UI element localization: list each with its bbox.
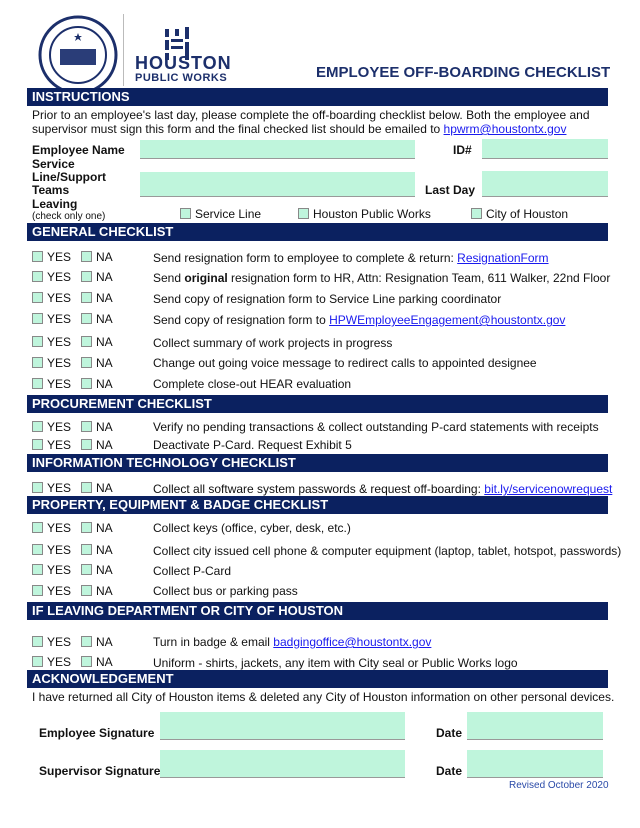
checkbox-icon [81,421,92,432]
na-checkbox[interactable] [81,584,113,598]
yes-checkbox[interactable] [32,521,81,535]
na-label: NA [96,377,113,391]
supervisor-signature-label: Supervisor Signature [39,764,161,778]
checkbox-icon [180,208,191,219]
na-checkbox[interactable] [81,563,113,577]
instructions-body: Prior to an employee's last day, please complete the off-boarding checklist below. Both the employee and supervisor must sign this form and the final checked list should be emailed to [32,108,590,136]
leaving_dept-heading: IF LEAVING DEPARTMENT OR CITY OF HOUSTON [27,602,608,620]
yes-checkbox[interactable] [32,291,81,305]
checkbox-icon [32,271,43,282]
checkbox-icon [32,251,43,262]
hpwrm-email-link[interactable]: hpwrm@houstontx.gov [443,122,567,136]
it-heading: INFORMATION TECHNOLOGY CHECKLIST [27,454,608,472]
checkbox-icon [81,656,92,667]
property-heading: PROPERTY, EQUIPMENT & BADGE CHECKLIST [27,496,608,514]
na-checkbox[interactable] [81,420,113,434]
na-checkbox[interactable] [81,377,113,391]
employee-name-input[interactable] [140,140,415,159]
na-checkbox[interactable] [81,270,113,284]
task-text: Complete close-out HEAR evaluation [153,377,352,391]
task-text: Send resignation form to employee to complete & return: [153,251,458,265]
leaving-label: Leaving [32,197,78,211]
na-label: NA [96,335,113,349]
na-checkbox[interactable] [81,481,113,495]
city-seal-logo [38,15,118,95]
yes-label: YES [47,335,72,349]
task-link[interactable]: ResignationForm [457,251,549,265]
na-label: NA [96,270,113,284]
leaving-service-line-checkbox[interactable] [180,207,261,221]
na-label: NA [96,481,113,495]
na-label: NA [96,312,113,326]
checkbox-icon [32,564,43,575]
checkbox-icon [81,313,92,324]
yes-checkbox[interactable] [32,270,81,284]
employee-date-input[interactable] [467,712,603,740]
id-label: ID# [453,143,472,157]
task-text: resignation form to HR, Attn: Resignation Team, 611 Walker, 22nd Floor [227,271,611,285]
yes-label: YES [47,481,72,495]
na-checkbox[interactable] [81,291,113,305]
na-label: NA [96,356,113,370]
na-label: NA [96,563,113,577]
checklist-task [153,521,351,535]
yes-label: YES [47,356,72,370]
yes-label: YES [47,635,72,649]
yes-label: YES [47,584,72,598]
checklist-task [153,584,298,598]
revised-date: Revised October 2020 [509,780,609,791]
property-item-options [32,543,113,557]
checkbox-icon [32,636,43,647]
task-text: Collect bus or parking pass [153,584,298,598]
checklist-task [153,251,549,265]
task-text: Turn in badge & email [153,635,274,649]
yes-label: YES [47,563,72,577]
na-label: NA [96,250,113,264]
yes-label: YES [47,543,72,557]
task-text: Collect P-Card [153,564,232,578]
employee-signature-label: Employee Signature [39,726,155,740]
checklist-task [153,482,612,496]
task-text: Send [153,271,185,285]
checklist-task [153,656,518,670]
checkbox-icon [32,522,43,533]
yes-checkbox[interactable] [32,563,81,577]
checklist-task [153,271,610,285]
checkbox-icon [81,251,92,262]
instructions-text [32,108,602,136]
yes-checkbox[interactable] [32,584,81,598]
task-text: Collect city issued cell phone & computer equipment (laptop, tablet, hotspot, passwords) [153,544,622,558]
na-checkbox[interactable] [81,635,113,649]
property-item-options [32,563,113,577]
na-label: NA [96,635,113,649]
na-checkbox[interactable] [81,250,113,264]
yes-label: YES [47,250,72,264]
checkbox-icon [32,544,43,555]
yes-checkbox[interactable] [32,250,81,264]
task-text: Verify no pending transactions & collect outstanding P-card statements with receipts [153,420,599,434]
instructions-heading: INSTRUCTIONS [27,88,608,106]
ack-heading: ACKNOWLEDGEMENT [27,670,608,688]
checkbox-icon [81,636,92,647]
general-item-options [32,335,113,349]
general-item-options [32,377,113,391]
property-item-options [32,521,113,535]
general-item-options [32,250,113,264]
ack-text: I have returned all City of Houston items & deleted any City of Houston information on other personal devices. [32,690,615,704]
checkbox-icon [32,336,43,347]
na-checkbox[interactable] [81,521,113,535]
leaving-city-checkbox[interactable] [471,207,568,221]
procurement-item-options [32,420,113,434]
task-text: Collect keys (office, cyber, desk, etc.) [153,521,351,535]
property-item-options [32,584,113,598]
checklist-task [153,292,501,306]
general-item-options [32,270,113,284]
na-label: NA [96,438,113,452]
yes-label: YES [47,312,72,326]
checklist-task [153,356,537,370]
checklist-task [153,635,431,649]
na-label: NA [96,543,113,557]
yes-checkbox[interactable] [32,356,81,370]
leaving-hpw-checkbox[interactable] [298,207,431,221]
checkbox-icon [32,292,43,303]
general-item-options [32,291,113,305]
na-checkbox[interactable] [81,438,113,452]
yes-checkbox[interactable] [32,655,81,669]
last-day-label: Last Day [425,183,476,197]
yes-checkbox[interactable] [32,481,81,495]
general-item-options [32,312,113,326]
na-label: NA [96,655,113,669]
yes-label: YES [47,521,72,535]
checkbox-icon [81,585,92,596]
checkbox-icon [81,271,92,282]
logo-houston: HOUSTON [135,53,232,73]
yes-label: YES [47,270,72,284]
option-label: Service Line [195,207,262,221]
leaving_dept-item-options [32,635,113,649]
na-checkbox[interactable] [81,543,113,557]
checkbox-icon [81,564,92,575]
task-text: Uniform - shirts, jackets, any item with City seal or Public Works logo [153,656,518,670]
yes-checkbox[interactable] [32,438,81,452]
checkbox-icon [81,522,92,533]
checklist-task [153,564,231,578]
date-label: Date [436,726,463,740]
checklist-task [153,377,351,391]
yes-checkbox[interactable] [32,635,81,649]
checkbox-icon [81,544,92,555]
na-checkbox[interactable] [81,655,113,669]
checkbox-icon [81,378,92,389]
checkbox-icon [32,656,43,667]
checkbox-icon [298,208,309,219]
procurement-heading: PROCUREMENT CHECKLIST [27,395,608,413]
checkbox-icon [32,357,43,368]
task-link[interactable]: bit.ly/servicenowrequest [484,482,613,496]
na-label: NA [96,420,113,434]
checkbox-icon [32,421,43,432]
page-title: EMPLOYEE OFF-BOARDING CHECKLIST [316,64,611,81]
task-link[interactable]: badgingoffice@houstontx.gov [273,635,432,649]
task-text: Collect all software system passwords & request off-boarding: [153,482,485,496]
checklist-task [153,420,599,434]
checklist-task [153,336,392,350]
checkbox-icon [32,439,43,450]
leaving_dept-item-options [32,655,113,669]
checkbox-icon [471,208,482,219]
logo-divider [123,14,124,86]
last-day-input[interactable] [482,171,608,197]
checkbox-icon [81,357,92,368]
service-line-label: Service Line/Support Teams [32,157,106,197]
checkbox-icon [81,439,92,450]
checkbox-icon [81,482,92,493]
supervisor-signature-input[interactable] [160,750,405,778]
general-heading: GENERAL CHECKLIST [27,223,608,241]
checklist-task [153,544,621,558]
checklist-task [153,438,352,452]
yes-checkbox[interactable] [32,312,81,326]
task-text: Change out going voice message to redirect calls to appointed designee [153,356,537,370]
supervisor-date-input[interactable] [467,750,603,778]
yes-label: YES [47,438,72,452]
yes-checkbox[interactable] [32,377,81,391]
yes-checkbox[interactable] [32,420,81,434]
checkbox-icon [32,482,43,493]
date-label: Date [436,764,463,778]
task-text: Send copy of resignation form to Service Line parking coordinator [153,292,502,306]
checkbox-icon [32,378,43,389]
employee-name-label: Employee Name [32,143,125,157]
checkbox-icon [81,336,92,347]
checklist-task [153,313,565,327]
na-checkbox[interactable] [81,335,113,349]
yes-label: YES [47,420,72,434]
task-text: Send copy of resignation form to [153,313,330,327]
na-checkbox[interactable] [81,356,113,370]
yes-label: YES [47,655,72,669]
option-label: City of Houston [486,207,569,221]
yes-checkbox[interactable] [32,335,81,349]
task-bold: original [184,271,228,285]
leaving-note: (check only one) [32,211,106,222]
general-item-options [32,356,113,370]
task-text: Collect summary of work projects in progress [153,336,393,350]
na-label: NA [96,584,113,598]
logo-public-works: PUBLIC WORKS [135,72,228,84]
na-checkbox[interactable] [81,312,113,326]
checkbox-icon [32,313,43,324]
checkbox-icon [81,292,92,303]
yes-checkbox[interactable] [32,543,81,557]
yes-label: YES [47,377,72,391]
id-input[interactable] [482,139,608,159]
task-text: Deactivate P-Card. Request Exhibit 5 [153,438,352,452]
service-line-input[interactable] [140,172,415,197]
it-item-options [32,481,113,495]
yes-label: YES [47,291,72,305]
procurement-item-options [32,438,113,452]
option-label: Houston Public Works [313,207,431,221]
task-link[interactable]: HPWEmployeeEngagement@houstontx.gov [329,313,566,327]
employee-signature-input[interactable] [160,712,405,740]
na-label: NA [96,521,113,535]
checkbox-icon [32,585,43,596]
na-label: NA [96,291,113,305]
